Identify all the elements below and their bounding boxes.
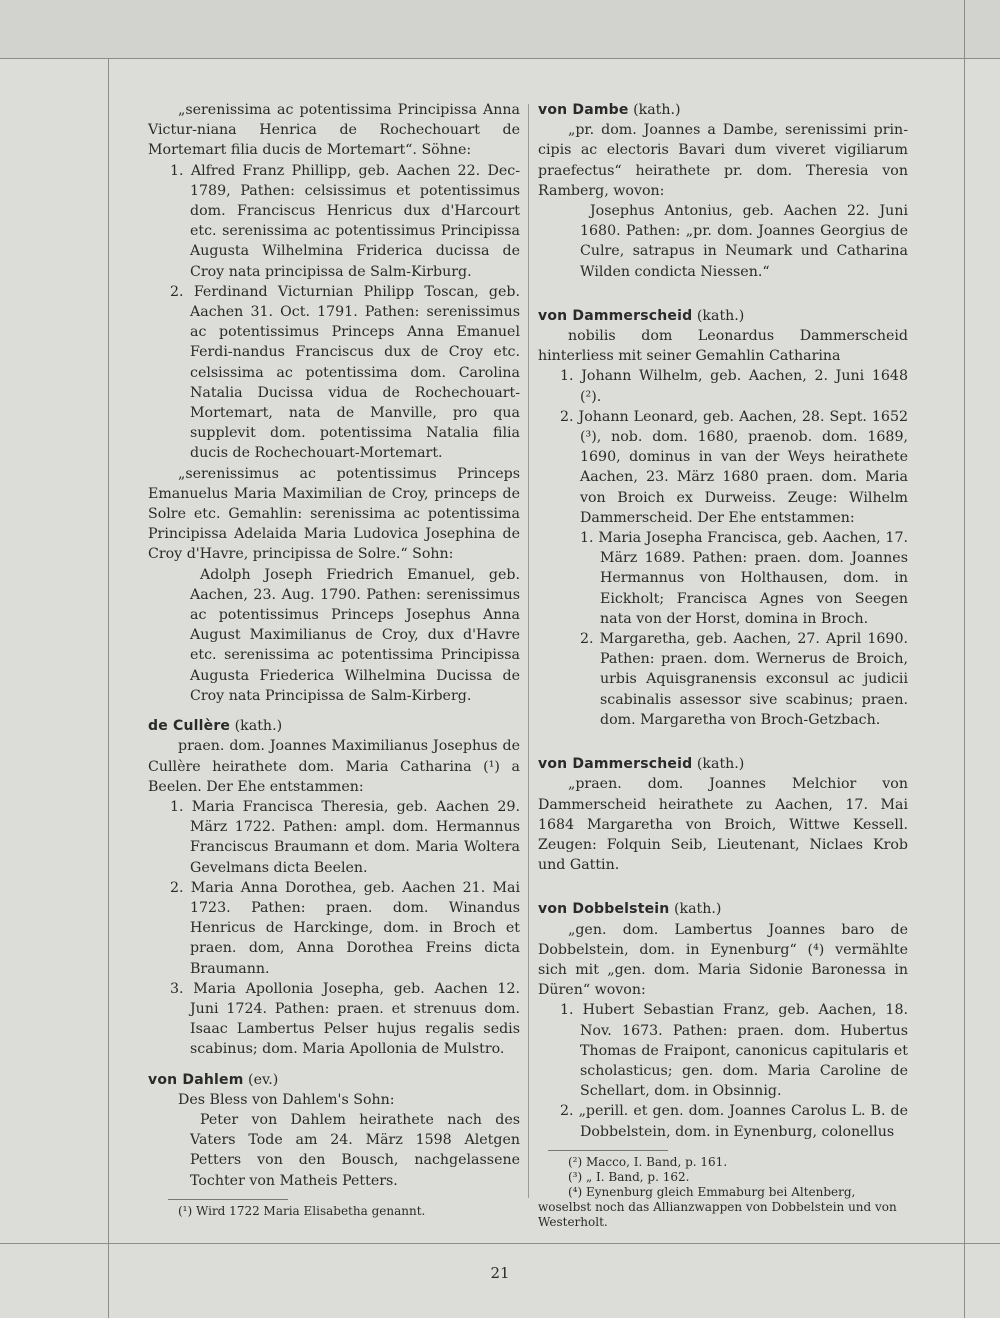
frame-line-left [108,58,109,1318]
entry-name: von Dambe [538,102,629,118]
list-item: 2. Ferdinand Victurnian Philipp Toscan, geb. Aachen 31. Oct. 1791. Pathen: serenissimus ac potentissimus Princeps Anna Emanuel Ferdi-nandus Franciscus dux de Croy etc. celsissima ac potentissima dom. Carolina Natalia Ducissa vidua de Rochechouart-Mortemart, nata de Manville, pro qua supplevit dom. potentissima Natalia filia ducis de Rochechouart-Mortemart. [170,283,520,462]
footnote: (¹) Wird 1722 Maria Elisabetha genannt. [178,1203,426,1218]
indented-block: Adolph Joseph Friedrich Emanuel, geb. Aachen, 23. Aug. 1790. Pathen: serenissimus ac potentissimus Princeps Josephus Anna August Maximilianus de Croy, dux d'Havre etc. serenissima ac potentissima Principissa Augusta Friederica Wilhelmina Ducissa de Croy nata Principissa de Salm-Kirberg. [190,566,520,704]
page-number: 21 [490,1264,510,1282]
entry-name: von Dammerscheid [538,756,693,773]
entry-heading-dammerscheid-2 [538,754,908,774]
entry-name: von Dobbelstein [538,901,670,918]
footnote: (³) „ I. Band, p. 162. [568,1169,690,1184]
footnote-rule [548,1150,668,1151]
list-item: 1. Maria Francisca Theresia, geb. Aachen 29. März 1722. Pathen: ampl. dom. Hermannus Franciscus Braumann et dom. Maria Woltera Gevelmans dicta Beelen. [170,798,520,876]
entry-confession: (kath.) [633,102,681,118]
list-item: 2. Johann Leonard, geb. Aachen, 28. Sept. 1652 (³), nob. dom. 1680, praenob. dom. 1689, 1690, dominus in van der Weys heirathete Aachen, 23. März 1680 praen. dom. Maria von Broich ex Durweiss. Zeuge: Wilhelm Dammerscheid. Der Ehe entstammen: [560,408,908,526]
footnote: (²) Macco, I. Band, p. 161. [568,1154,728,1169]
list-item: 1. Alfred Franz Phillipp, geb. Aachen 22. Dec-1789, Pathen: celsissimus et potentissimus dom. Franciscus Henricus dux d'Harcourt etc. serenissima ac potentissimus Principissa Augusta Wilhelmina Friderica ducissa de Croy nata principissa de Salm-Kirburg. [170,162,520,280]
entry-text: nobilis dom Leonardus Dammerscheid hinterliess mit seiner Gemahlin Catharina [538,328,908,365]
entry-confession: (kath.) [696,756,745,773]
entry-text: „pr. dom. Joannes a Dambe, serenissimi prin-cipis ac electoris Bavari dum viveret vigiliarum praefectus“ heirathete pr. dom. Theresia von Ramberg, wovon: [538,122,908,199]
column-divider [528,104,529,1198]
indented-block: Peter von Dahlem heirathete nach des Vaters Tode am 24. März 1598 Aletgen Petters von den Bousch, nachgelassene Tochter von Matheis Petters. [190,1111,520,1189]
entry-heading-dobbelstein [538,899,908,919]
list-item: 1. Johann Wilhelm, geb. Aachen, 2. Juni 1648 (²). [560,368,908,405]
entry-name: de Cullère [148,718,231,735]
list-item: 2. „perill. et gen. dom. Joannes Carolus L. B. de Dobbelstein, dom. in Eynenburg, colonellus [560,1103,908,1140]
entry-text: praen. dom. Joannes Maximilianus Josephus de Cullère heirathete dom. Maria Catharina (¹) a Beelen. Der Ehe entstammen: [148,738,520,795]
paragraph: „serenissimus ac potentissimus Princeps Emanuelus Maria Maximilian de Croy, princeps de Solre etc. Gemahlin: serenissima ac potentissima Principissa Adelaida Maria Ludovica Josephina de Croy d'Havre, principissa de Solre.“ Sohn: [148,465,520,563]
entry-text: Des Bless von Dahlem's Sohn: [178,1091,395,1108]
entry-confession: (kath.) [673,901,722,918]
scan-edge [0,0,1000,58]
entry-name: von Dammerscheid [538,307,693,324]
entry-heading-dambe [538,100,908,120]
frame-line-right [964,0,965,1318]
entry-text: „praen. dom. Joannes Melchior von Dammerscheid heirathete zu Aachen, 17. Mai 1684 Margaretha von Broich, Wittwe Kessell. Zeugen: Folquin Seib, Lieutenant, Niclaes Krob und Gattin. [538,776,908,874]
entry-text: „gen. dom. Lambertus Joannes baro de Dobbelstein, dom. in Eynenburg“ (⁴) vermählte sich mit „gen. dom. Maria Sidonie Baronessa in Düren“ wovon: [538,921,908,999]
sub-list-item: 2. Margaretha, geb. Aachen, 27. April 1690. Pathen: praen. dom. Wernerus de Broich, urbis Aquisgranensis exconsul ac judicii scabinalis assessor sive scabinus; praen. dom. Margaretha von Broch-Getzbach. [580,631,908,728]
list-item: 1. Hubert Sebastian Franz, geb. Aachen, 18. Nov. 1673. Pathen: praen. dom. Hubertus Thomas de Fraipont, canonicus capitularis et scholasticus; gen. dom. Maria Caroline de Schellart, dom. in Obsinnig. [560,1002,908,1100]
entry-confession: (kath.) [696,307,745,324]
entry-heading-cullere [148,716,520,736]
entry-confession: (ev.) [248,1071,279,1088]
frame-line-bottom [0,1243,1000,1244]
sub-list-item: 1. Maria Josepha Francisca, geb. Aachen, 17. März 1689. Pathen: praen. dom. Joannes Hermannus von Holthausen, dom. in Eickholt; Francisca Agnes von Seegen nata von der Horst, domina in Broch. [580,530,908,627]
footnote: (⁴) Eynenburg gleich Emmaburg bei Altenberg, woselbst noch das Allianzwappen von Dobbelstein und von Westerholt. [538,1184,897,1229]
intro-paragraph: „serenissima ac potentissima Principissa Anna Victur-niana Henrica de Rochechouart de Mortemart filia ducis de Mortemart“. Söhne: [148,102,520,159]
entry-heading-dahlem [148,1070,520,1090]
right-column [538,100,908,1230]
entry-heading-dammerscheid-1 [538,306,908,326]
list-item: 3. Maria Apollonia Josepha, geb. Aachen 12. Juni 1724. Pathen: praen. et strenuus dom. Isaac Lambertus Pelser hujus regalis sedis scabinus; dom. Maria Apollonia de Mulstro. [170,980,520,1058]
entry-confession: (kath.) [234,718,283,735]
left-column [148,100,520,1219]
frame-line-top [0,58,1000,59]
entry-name: von Dahlem [148,1071,244,1088]
footnote-rule [168,1199,288,1200]
list-item: 2. Maria Anna Dorothea, geb. Aachen 21. Mai 1723. Pathen: praen. dom. Winandus Henricus de Harckinge, dom. in Broch et praen. dom, Anna Dorothea Freins dicta Braumann. [170,879,520,977]
indented-block: Josephus Antonius, geb. Aachen 22. Juni 1680. Pathen: „pr. dom. Joannes Georgius de Culre, satrapus in Neumark und Catharina Wilden condicta Niessen.“ [580,203,908,280]
